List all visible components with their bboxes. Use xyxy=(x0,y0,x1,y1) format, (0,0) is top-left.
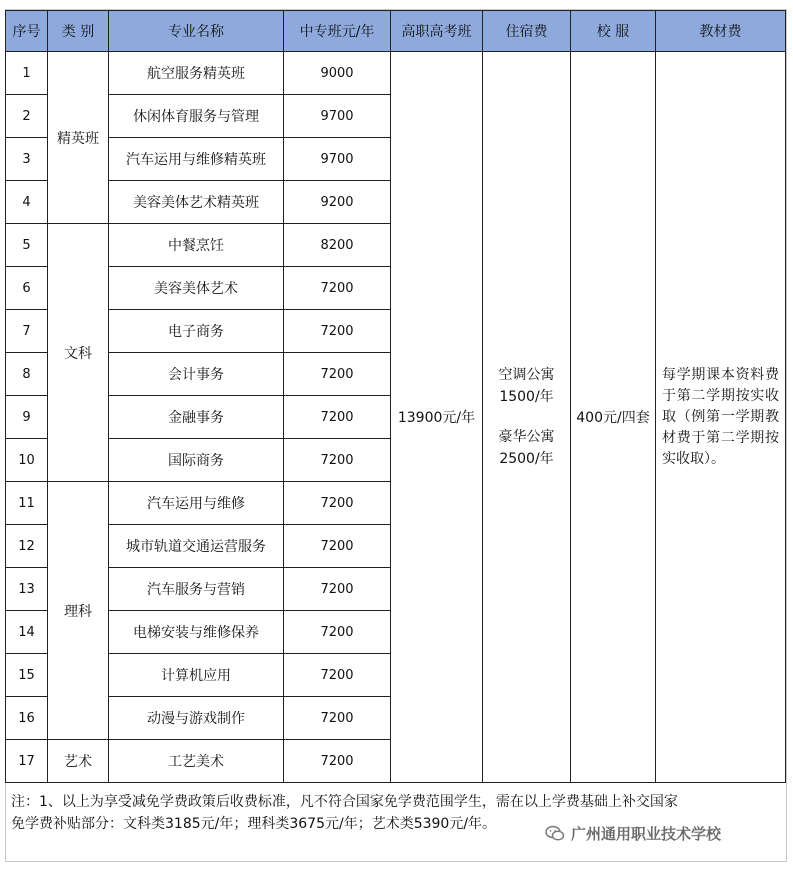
header-tuition: 中专班元/年 xyxy=(284,11,391,52)
header-no: 序号 xyxy=(6,11,48,52)
housing-lux-price: 2500/年 xyxy=(499,451,554,467)
row-no: 9 xyxy=(6,396,48,439)
row-no: 5 xyxy=(6,224,48,267)
row-no: 1 xyxy=(6,52,48,95)
tuition-cell: 7200 xyxy=(284,267,391,310)
tuition-cell: 9700 xyxy=(284,95,391,138)
row-no: 6 xyxy=(6,267,48,310)
tuition-cell: 7200 xyxy=(284,611,391,654)
row-no: 8 xyxy=(6,353,48,396)
category-cell: 精英班 xyxy=(48,52,109,224)
header-uniform: 校 服 xyxy=(571,11,656,52)
tuition-cell: 9700 xyxy=(284,138,391,181)
major-cell: 汽车运用与维修 xyxy=(109,482,284,525)
tuition-cell: 7200 xyxy=(284,310,391,353)
tuition-cell: 7200 xyxy=(284,654,391,697)
tuition-cell: 9200 xyxy=(284,181,391,224)
row-no: 17 xyxy=(6,740,48,783)
header-category: 类 别 xyxy=(48,11,109,52)
major-cell: 城市轨道交通运营服务 xyxy=(109,525,284,568)
row-no: 16 xyxy=(6,697,48,740)
major-cell: 国际商务 xyxy=(109,439,284,482)
row-no: 12 xyxy=(6,525,48,568)
table-row xyxy=(6,52,786,95)
header-gaokao: 高职高考班 xyxy=(391,11,483,52)
gaokao-fee-cell: 13900元/年 xyxy=(391,52,483,783)
major-cell: 美容美体艺术 xyxy=(109,267,284,310)
major-cell: 休闲体育服务与管理 xyxy=(109,95,284,138)
tuition-cell: 7200 xyxy=(284,740,391,783)
tuition-cell: 7200 xyxy=(284,396,391,439)
header-housing: 住宿费 xyxy=(483,11,571,52)
row-no: 15 xyxy=(6,654,48,697)
header-major: 专业名称 xyxy=(109,11,284,52)
major-cell: 会计事务 xyxy=(109,353,284,396)
major-cell: 工艺美术 xyxy=(109,740,284,783)
footnote-line-2: 免学费补贴部分：文科类3185元/年；理科类3675元/年；艺术类5390元/年。 xyxy=(11,816,497,832)
tuition-cell: 8200 xyxy=(284,224,391,267)
row-no: 14 xyxy=(6,611,48,654)
housing-cell xyxy=(483,52,571,783)
tuition-cell: 7200 xyxy=(284,482,391,525)
major-cell: 中餐烹饪 xyxy=(109,224,284,267)
watermark-text: 广州通用职业技术学校 xyxy=(571,825,722,843)
footnote-line-1: 注：1、以上为享受减免学费政策后收费标准，凡不符合国家免学费范围学生，需在以上学费基础上补交国家 xyxy=(11,794,678,810)
row-no: 3 xyxy=(6,138,48,181)
row-no: 13 xyxy=(6,568,48,611)
housing-lux-name: 豪华公寓 xyxy=(498,429,555,445)
fee-table xyxy=(5,10,786,783)
tuition-cell: 7200 xyxy=(284,525,391,568)
category-cell: 文科 xyxy=(48,224,109,482)
major-cell: 电子商务 xyxy=(109,310,284,353)
major-cell: 电梯安装与维修保养 xyxy=(109,611,284,654)
category-cell: 理科 xyxy=(48,482,109,740)
major-cell: 美容美体艺术精英班 xyxy=(109,181,284,224)
major-cell: 汽车运用与维修精英班 xyxy=(109,138,284,181)
tuition-cell: 7200 xyxy=(284,439,391,482)
wechat-watermark xyxy=(545,823,721,844)
tuition-cell: 9000 xyxy=(284,52,391,95)
row-no: 4 xyxy=(6,181,48,224)
row-no: 7 xyxy=(6,310,48,353)
row-no: 11 xyxy=(6,482,48,525)
housing-ac-name: 空调公寓 xyxy=(498,367,555,383)
textbook-cell: 每学期课本资料费于第二学期按实收取（例第一学期教材费于第二学期按实收取）。 xyxy=(656,52,786,783)
major-cell: 计算机应用 xyxy=(109,654,284,697)
uniform-cell: 400元/四套 xyxy=(571,52,656,783)
header-row xyxy=(6,11,786,52)
major-cell: 汽车服务与营销 xyxy=(109,568,284,611)
major-cell: 金融事务 xyxy=(109,396,284,439)
major-cell: 航空服务精英班 xyxy=(109,52,284,95)
major-cell: 动漫与游戏制作 xyxy=(109,697,284,740)
tuition-cell: 7200 xyxy=(284,697,391,740)
tuition-cell: 7200 xyxy=(284,568,391,611)
header-textbook: 教材费 xyxy=(656,11,786,52)
row-no: 10 xyxy=(6,439,48,482)
tuition-cell: 7200 xyxy=(284,353,391,396)
housing-ac-price: 1500/年 xyxy=(499,389,554,405)
row-no: 2 xyxy=(6,95,48,138)
category-cell: 艺术 xyxy=(48,740,109,783)
wechat-icon xyxy=(545,825,565,842)
